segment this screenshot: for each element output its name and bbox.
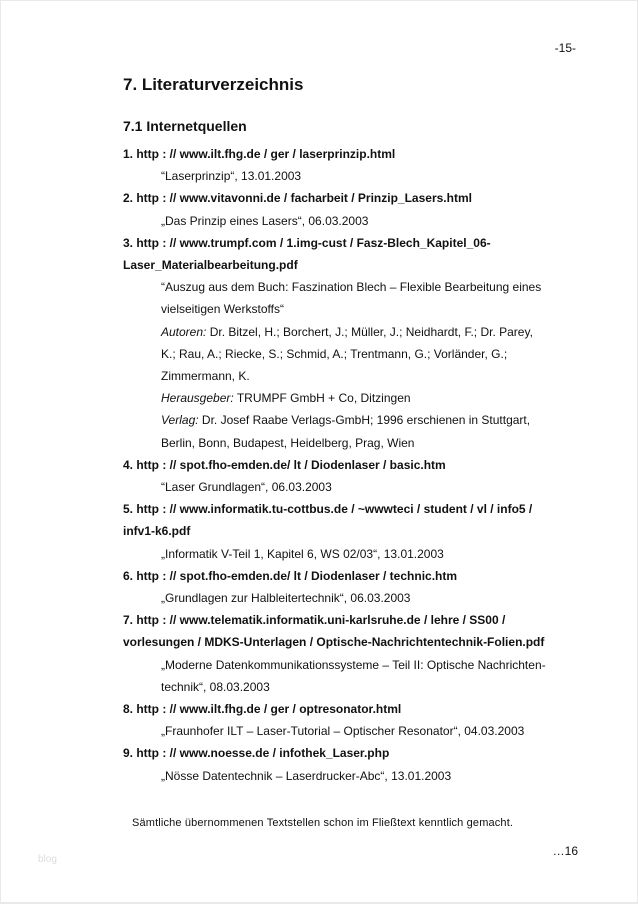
document-page — [1, 1, 637, 902]
reference-description: „Nösse Datentechnik – Laserdrucker-Abc“, 13.01.2003 — [161, 768, 452, 783]
reference-item — [123, 498, 583, 565]
reference-description: „Das Prinzip eines Lasers“, 06.03.2003 — [161, 213, 369, 228]
reference-item — [123, 565, 583, 609]
reference-description: „Fraunhofer ILT – Laser-Tutorial – Optischer Resonator“, 04.03.2003 — [161, 724, 525, 739]
reference-detail — [123, 409, 583, 431]
reference-url[interactable]: vorlesungen / MDKS-Unterlagen / Optische-Nachrichtentechnik-Folien.pdf — [123, 635, 545, 650]
reference-url[interactable]: 9. http : // www.noesse.de / infothek_Laser.php — [123, 746, 390, 761]
reference-detail — [123, 365, 583, 387]
reference-detail-label: Herausgeber: — [161, 391, 234, 406]
reference-url[interactable]: 1. http : // www.ilt.fhg.de / ger / laserprinzip.html — [123, 147, 396, 161]
reference-url[interactable]: 3. http : // www.trumpf.com / 1.img-cust / Fasz-Blech_Kapitel_06- — [123, 235, 491, 250]
footnote: Sämtliche übernommenen Textstellen schon im Fließtext kenntlich gemacht. — [132, 817, 514, 829]
reference-detail — [123, 432, 583, 454]
section-heading: 7.1 Internetquellen — [123, 118, 247, 134]
watermark-text: blog — [38, 854, 57, 865]
reference-url[interactable]: infv1-k6.pdf — [123, 524, 191, 539]
reference-item — [123, 187, 583, 231]
reference-description: vielseitigen Werkstoffs“ — [161, 302, 284, 317]
reference-detail-text: Berlin, Bonn, Budapest, Heidelberg, Prag, Wien — [161, 435, 415, 450]
reference-item — [123, 454, 583, 498]
reference-description: „Grundlagen zur Halbleitertechnik“, 06.03.2003 — [161, 591, 411, 606]
reference-item — [123, 232, 583, 454]
reference-detail-text: TRUMPF GmbH + Co, Ditzingen — [233, 391, 411, 406]
reference-description: “Laserprinzip“, 13.01.2003 — [161, 169, 302, 184]
reference-description: “Laser Grundlagen“, 06.03.2003 — [161, 480, 332, 495]
reference-url[interactable]: 6. http : // spot.fho-emden.de/ lt / Diodenlaser / technic.htm — [123, 568, 458, 583]
next-page-indicator: …16 — [552, 844, 578, 858]
reference-description: technik“, 08.03.2003 — [161, 679, 270, 694]
reference-detail-text: K.; Rau, A.; Riecke, S.; Schmid, A.; Trentmann, G.; Vorländer, G.; — [161, 346, 508, 361]
reference-item — [123, 143, 583, 187]
reference-detail-text: Dr. Josef Raabe Verlags-GmbH; 1996 erschienen in Stuttgart, — [198, 413, 531, 428]
reference-list — [123, 143, 583, 787]
reference-url[interactable]: 5. http : // www.informatik.tu-cottbus.de / ~wwwteci / student / vl / info5 / — [123, 502, 533, 517]
reference-url[interactable]: 7. http : // www.telematik.informatik.uni-karlsruhe.de / lehre / SS00 / — [123, 613, 506, 628]
reference-url[interactable]: 8. http : // www.ilt.fhg.de / ger / optresonator.html — [123, 702, 402, 717]
reference-url[interactable]: 4. http : // spot.fho-emden.de/ lt / Diodenlaser / basic.htm — [123, 457, 446, 472]
reference-detail — [123, 387, 583, 409]
reference-detail-text: Dr. Bitzel, H.; Borchert, J.; Müller, J.; Neidhardt, F.; Dr. Parey, — [206, 324, 533, 339]
reference-url[interactable]: Laser_Materialbearbeitung.pdf — [123, 258, 298, 273]
reference-item — [123, 698, 583, 742]
reference-description: “Auszug aus dem Buch: Faszination Blech – Flexible Bearbeitung eines — [161, 280, 542, 295]
reference-detail — [123, 321, 583, 343]
reference-detail-text: Zimmermann, K. — [161, 369, 250, 384]
reference-item — [123, 609, 583, 698]
reference-item — [123, 742, 583, 786]
reference-detail — [123, 343, 583, 365]
reference-url[interactable]: 2. http : // www.vitavonni.de / facharbeit / Prinzip_Lasers.html — [123, 191, 472, 206]
reference-description: „Moderne Datenkommunikationssysteme – Teil II: Optische Nachrichten- — [161, 657, 546, 672]
reference-detail-label: Autoren: — [161, 324, 207, 339]
page-title: 7. Literaturverzeichnis — [123, 75, 304, 94]
page-number: -15- — [554, 41, 576, 55]
reference-detail-label: Verlag: — [161, 413, 199, 428]
reference-description: „Informatik V-Teil 1, Kapitel 6, WS 02/03“, 13.01.2003 — [161, 546, 444, 561]
